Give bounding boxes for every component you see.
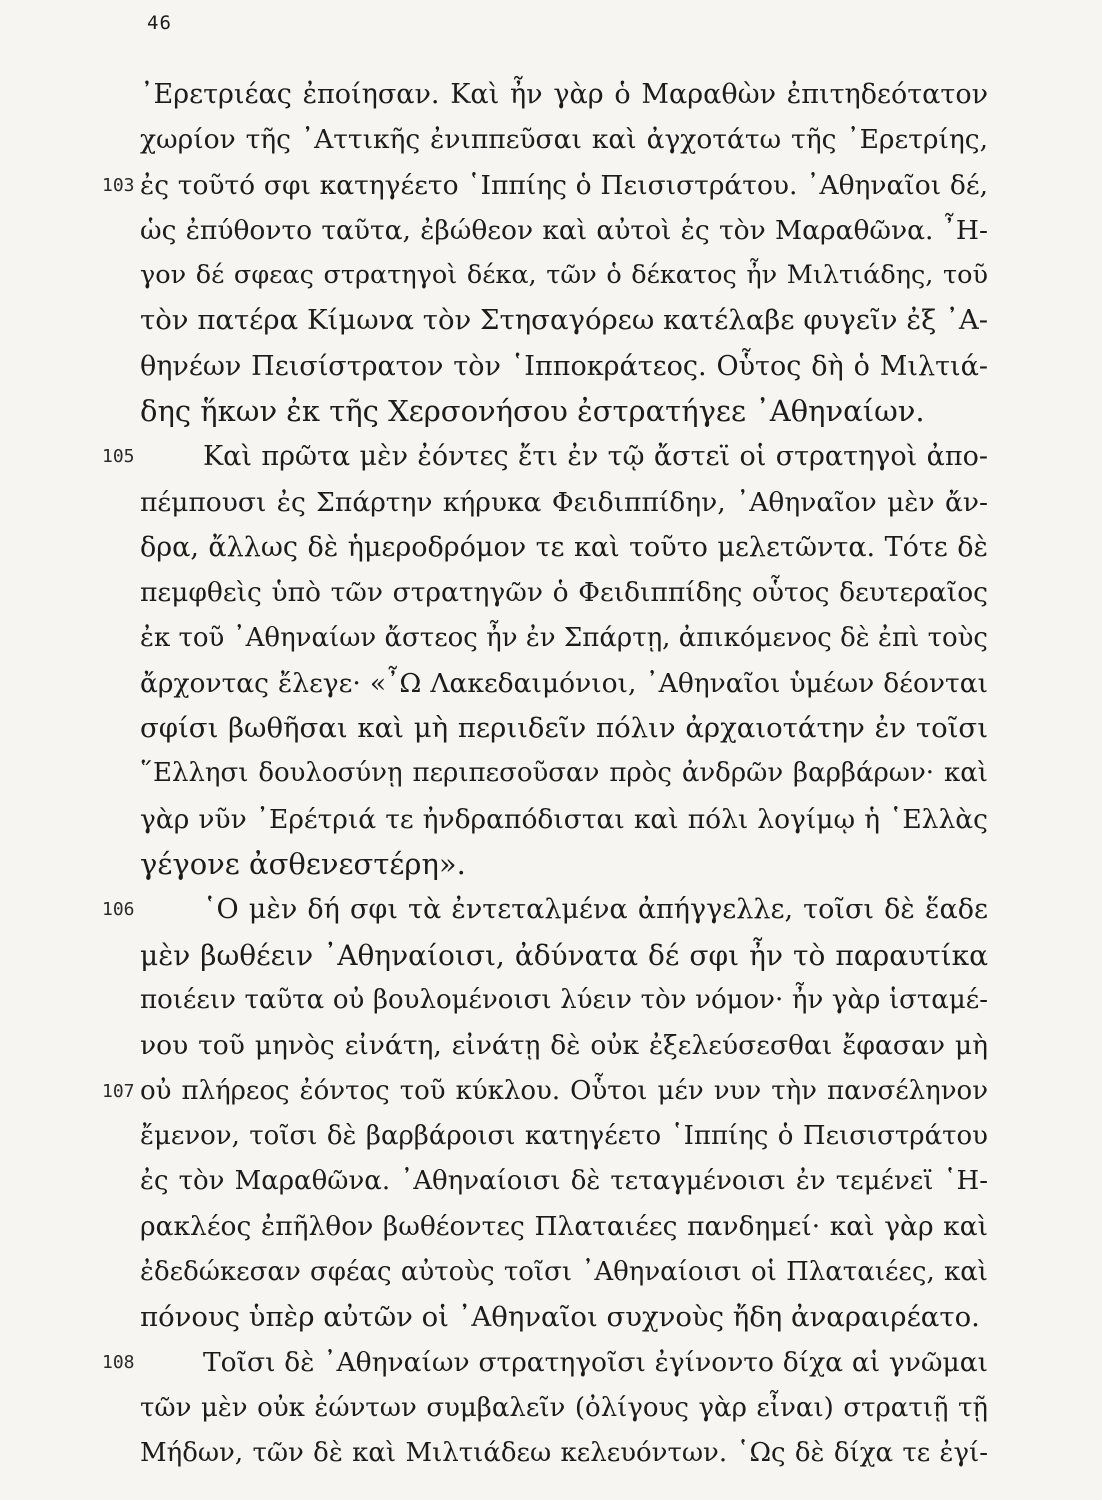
line-text: τῶν μὲν οὐκ ἐώντων συμβαλεῖν (ὀλίγους γὰρ εἶναι) στρατιῇ τῇ — [140, 1392, 988, 1423]
line-text: τὸν πατέρα Κίμωνα τὸν Στησαγόρεω κατέλαβε φυγεῖν ἐξ ᾿Α- — [140, 304, 988, 337]
line-text: ἐδεδώκεσαν σφέας αὐτοὺς τοῖσι ᾿Αθηναίοισι οἱ Πλαταιέες, καὶ — [140, 1256, 988, 1287]
line-text: ᾿Ερετριέας ἐποίησαν. Καὶ ἦν γὰρ ὁ Μαραθὼν ἐπιτηδεότατον — [140, 79, 988, 110]
line-text: χωρίον τῆς ᾿Αττικῆς ἐνιππεῦσαι καὶ ἀγχοτάτω τῆς ᾿Ερετρίης, — [140, 124, 988, 156]
text-line — [140, 616, 988, 661]
text-line — [140, 1114, 988, 1159]
line-text: πέμπουσι ἐς Σπάρτην κήρυκα Φειδιππίδην, ᾿Αθηναῖον μὲν ἄν- — [140, 486, 988, 518]
text-line — [140, 344, 988, 389]
text-line — [140, 933, 988, 978]
line-text: ῞Ελλησι δουλοσύνῃ περιπεσοῦσαν πρὸς ἀνδρῶν βαρβάρων· καὶ — [140, 758, 988, 789]
line-text: ρακλέος ἐπῆλθον βωθέοντες Πλαταιέες πανδημεί· καὶ γὰρ καὶ — [140, 1211, 988, 1243]
text-line — [140, 480, 988, 525]
line-text: οὐ πλήρεος ἐόντος τοῦ κύκλου. Οὗτοι μέν νυν τὴν πανσέληνον — [140, 1075, 988, 1106]
line-text: Τοῖσι δὲ ᾿Αθηναίων στρατηγοῖσι ἐγίνοντο δίχα αἱ γνῶμαι — [203, 1347, 988, 1379]
text-line — [102, 434, 988, 479]
section-number: 105 — [102, 446, 135, 468]
line-text: πόνους ὑπὲρ αὐτῶν οἱ ᾿Αθηναῖοι συχνοὺς ἤδη ἀναραιρέατο. — [140, 1301, 980, 1334]
line-text: ποιέειν ταῦτα οὐ βουλομένοισι λύειν τὸν νόμον· ἦν γὰρ ἱσταμέ- — [140, 984, 988, 1015]
line-text: ῾Ο μὲν δή σφι τὰ ἐντεταλμένα ἀπήγγελλε, τοῖσι δὲ ἕαδε — [203, 894, 988, 926]
line-text: δρα, ἄλλως δὲ ἡμεροδρόμον τε καὶ τοῦτο μελετῶντα. Τότε δὲ — [140, 531, 988, 563]
line-text: ἔμενον, τοῖσι δὲ βαρβάροισι κατηγέετο ῾Ιππίης ὁ Πεισιστράτου — [140, 1120, 988, 1151]
text-line — [140, 1386, 988, 1431]
line-text: Καὶ πρῶτα μὲν ἐόντες ἔτι ἐν τῷ ἄστεϊ οἱ στρατηγοὶ ἀπο- — [203, 441, 988, 473]
section-number: 103 — [102, 174, 135, 196]
text-line — [102, 887, 988, 932]
text-line — [140, 842, 988, 887]
text-line — [140, 298, 988, 343]
line-text: ὡς ἐπύθοντο ταῦτα, ἐβώθεον καὶ αὐτοὶ ἐς τὸν Μαραθῶνα. ῏Η- — [140, 214, 988, 246]
text-line — [140, 389, 988, 434]
line-text: ἐς τὸν Μαραθῶνα. ᾿Αθηναίοισι δὲ τεταγμένοισι ἐν τεμένεϊ ῾Η- — [140, 1166, 988, 1197]
text-line — [140, 1023, 988, 1068]
line-text: γέγονε ἀσθενεστέρη». — [140, 847, 466, 882]
section-number: 107 — [102, 1080, 135, 1102]
line-text: ἐκ τοῦ ᾿Αθηναίων ἄστεος ἦν ἐν Σπάρτῃ, ἀπικόμενος δὲ ἐπὶ τοὺς — [140, 622, 988, 653]
line-text: ἄρχοντας ἔλεγε· «῏Ω Λακεδαιμόνιοι, ᾿Αθηναῖοι ὑμέων δέονται — [140, 667, 988, 699]
text-line — [140, 253, 988, 298]
line-text: δης ἥκων ἐκ τῆς Χερσονήσου ἐστρατήγεε ᾿Αθηναίων. — [140, 394, 925, 429]
line-text: πεμφθεὶς ὑπὸ τῶν στρατηγῶν ὁ Φειδιππίδης οὗτος δευτεραῖος — [140, 577, 988, 609]
text-line — [140, 1159, 988, 1204]
text-line — [102, 1340, 988, 1385]
line-text: Μήδων, τῶν δὲ καὶ Μιλτιάδεω κελευόντων. ῾Ως δὲ δίχα τε ἐγί- — [140, 1437, 988, 1468]
text-line — [102, 163, 988, 208]
text-line — [140, 797, 988, 842]
text-line — [140, 978, 988, 1023]
text-line — [140, 1431, 988, 1476]
line-text: γον δέ σφεας στρατηγοὶ δέκα, τῶν ὁ δέκατος ἦν Μιλτιάδης, τοῦ — [140, 260, 988, 291]
line-text: θηνέων Πεισίστρατον τὸν ῾Ιπποκράτεος. Οὗτος δὴ ὁ Μιλτιά- — [140, 350, 988, 382]
text-line — [102, 1069, 988, 1114]
text-line — [140, 117, 988, 162]
section-number: 106 — [102, 899, 135, 921]
text-line — [140, 661, 988, 706]
text-line — [140, 1204, 988, 1249]
section-number: 108 — [102, 1352, 135, 1374]
text-line — [140, 1250, 988, 1295]
page-number: 46 — [147, 12, 172, 34]
text-line — [140, 1295, 988, 1340]
text-line — [140, 208, 988, 253]
text-line — [140, 570, 988, 615]
main-text — [102, 72, 988, 1476]
text-line — [140, 72, 988, 117]
text-line — [140, 751, 988, 796]
line-text: σφίσι βωθῆσαι καὶ μὴ περιιδεῖν πόλιν ἀρχαιοτάτην ἐν τοῖσι — [140, 712, 988, 745]
line-text: νου τοῦ μηνὸς εἰνάτη, εἰνάτῃ δὲ οὐκ ἐξελεύσεσθαι ἔφασαν μὴ — [140, 1030, 988, 1062]
line-text: μὲν βωθέειν ᾿Αθηναίοισι, ἀδύνατα δέ σφι ἦν τὸ παραυτίκα — [140, 938, 988, 972]
text-line — [140, 525, 988, 570]
line-text: γὰρ νῦν ᾿Ερέτριά τε ἠνδραπόδισται καὶ πόλι λογίμῳ ἡ ῾Ελλὰς — [140, 803, 988, 835]
text-line — [140, 706, 988, 751]
line-text: ἐς τοῦτό σφι κατηγέετο ῾Ιππίης ὁ Πεισιστράτου. ᾿Αθηναῖοι δέ, — [140, 169, 988, 201]
